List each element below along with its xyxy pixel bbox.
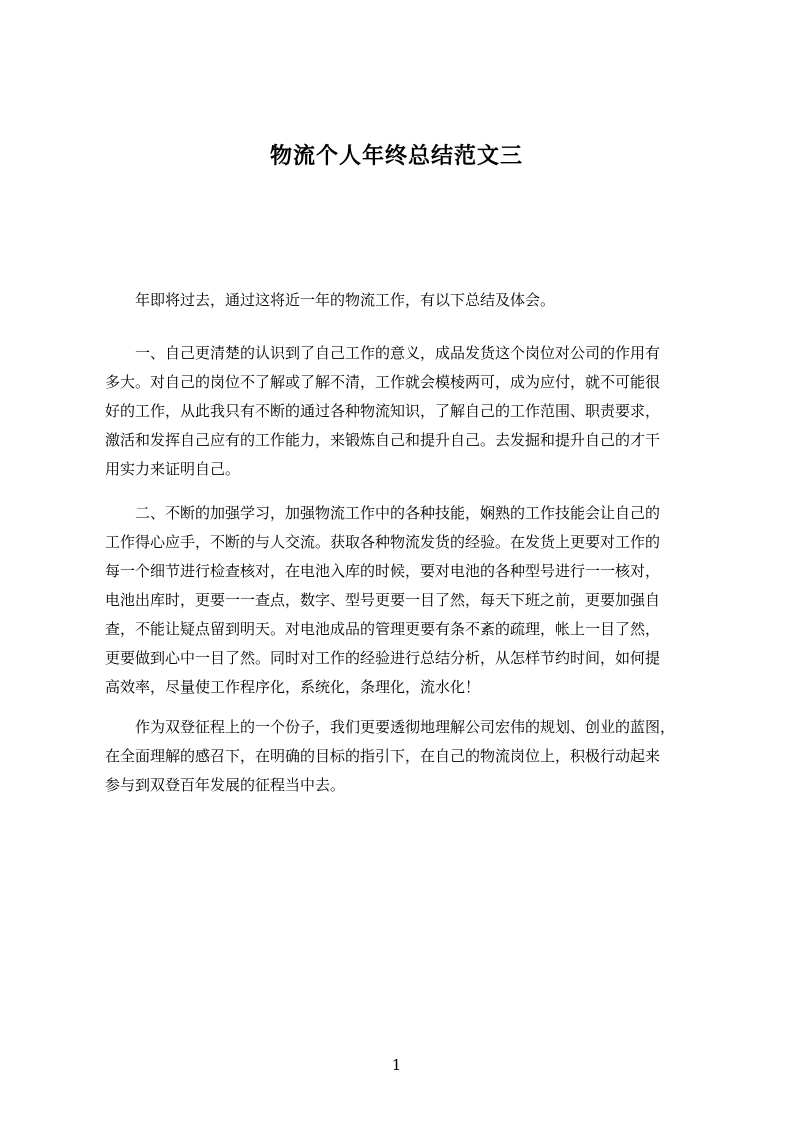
paragraph-line: 在全面理解的感召下，在明确的目标的指引下，在自己的物流岗位上，积极行动起来 [105,747,661,765]
page-number: 1 [391,1056,402,1074]
paragraph-line: 每一个细节进行检查核对，在电池入库的时候，要对电池的各种型号进行一一核对， [105,562,661,580]
paragraph-one [105,339,703,484]
paragraph-line: 激活和发挥自己应有的工作能力，来锻炼自己和提升自己。去发掘和提升自己的才干 [105,431,661,449]
paragraph-line: 查，不能让疑点留到明天。对电池成品的管理更要有条不紊的疏理，帐上一目了然， [105,620,661,638]
paragraph-line: 多大。对自己的岗位不了解或了解不清，工作就会模棱两可，成为应付，就不可能很 [105,373,661,391]
paragraph-line: 参与到双登百年发展的征程当中去。 [105,776,346,794]
paragraph-line: 好的工作，从此我只有不断的通过各种物流知识，了解自己的工作范围、职责要求， [105,402,661,420]
paragraph-line: 电池出库时，更要一一查点，数字、型号更要一目了然，每天下班之前，更要加强自 [105,591,661,609]
paragraph-two [105,499,703,702]
paragraph-intro [105,286,703,315]
paragraph-line: 工作得心应手，不断的与人交流。获取各种物流发货的经验。在发货上更要对工作的 [105,533,661,551]
paragraph-line: 高效率，尽量使工作程序化，系统化，条理化，流水化！ [105,678,481,696]
paragraph-line: 更要做到心中一目了然。同时对工作的经验进行总结分析，从怎样节约时间，如何提 [105,649,661,667]
document-title: 物流个人年终总结范文三 [269,144,523,169]
paragraph-three [105,713,703,800]
paragraph-line: 年即将过去，通过这将近一年的物流工作，有以下总结及体会。 [105,291,556,309]
paragraph-line: 作为双登征程上的一个份子，我们更要透彻地理解公司宏伟的规划、创业的蓝图， [105,718,676,736]
paragraph-line: 用实力来证明自己。 [105,460,241,478]
paragraph-line: 一、自己更清楚的认识到了自己工作的意义，成品发货这个岗位对公司的作用有 [105,344,661,362]
paragraph-line: 二、不断的加强学习，加强物流工作中的各种技能，娴熟的工作技能会让自己的 [105,504,661,522]
